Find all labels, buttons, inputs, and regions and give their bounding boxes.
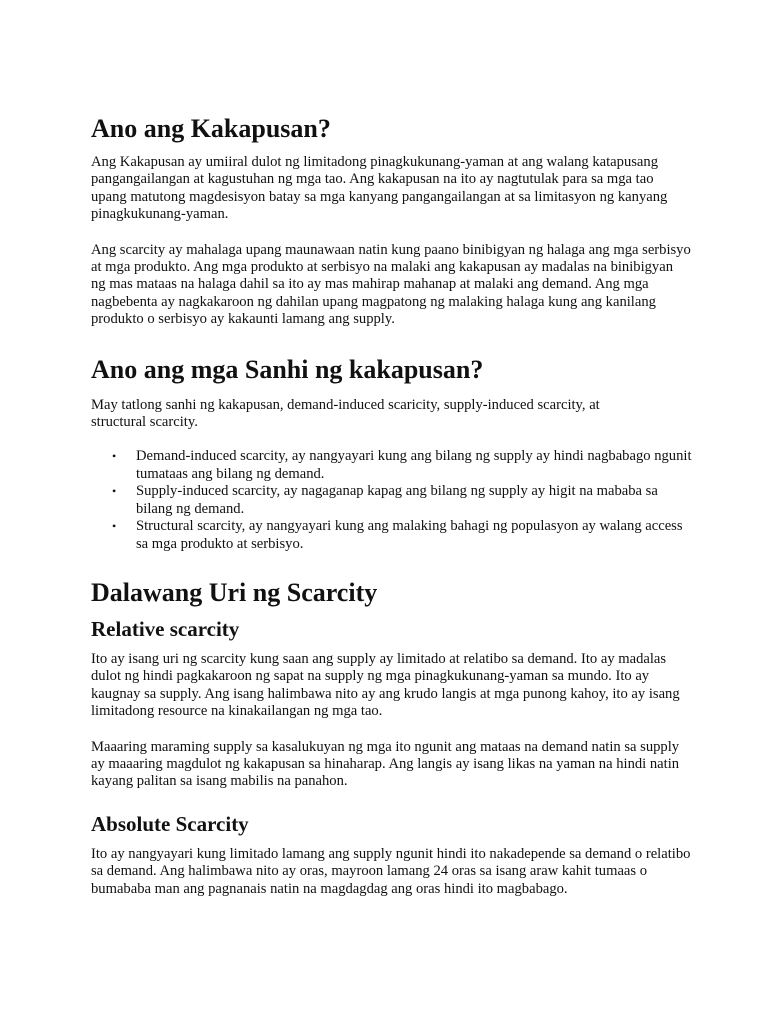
- subheading-absolute: Absolute Scarcity: [91, 811, 249, 836]
- paragraph-kakapusan-1: Ang Kakapusan ay umiiral dulot ng limitadong pinagkukunang-yaman at ang walang katapusang pangangailangan at kagustuhan ng mga tao. Ang kakapusan na ito ay nagtutulak para sa mga tao upang matutong magdesisyon batay sa mga kanyang pangangailangan at sa limitasyon ng kanyang pinagkukunang-yaman.: [91, 154, 668, 223]
- subheading-relative: Relative scarcity: [91, 616, 240, 641]
- list-item: [91, 518, 696, 553]
- bullet-icon: •: [112, 449, 117, 464]
- bullet-icon: •: [112, 484, 117, 499]
- heading-kakapusan: Ano ang Kakapusan?: [91, 114, 331, 143]
- list-item: [91, 483, 696, 518]
- paragraph-kakapusan-2: Ang scarcity ay mahalaga upang maunawaan natin kung paano binibigyan ng halaga ang mga serbisyo at mga produkto. Ang mga produkto at serbisyo na malaki ang kakapusan ay madalas na binibigyan ng mas mataas na halaga dahil sa ito ay mas mahirap mahanap at malaki ang demand. Ang mga nagbebenta ay nagkakaroon ng dahilan upang magpatong ng malaking halaga kung ang kanilang produkto o serbisyo ay kakaunti lamang ang supply.: [91, 241, 691, 328]
- paragraph-relative-1: Ito ay isang uri ng scarcity kung saan ang supply ay limitado at relatibo sa demand. Ito ay madalas dulot ng hindi pagkakaroon ng sapat na supply ng mga pinagkukunang-yaman sa mundo. Ito ay kaugnay sa supply. Ang isang halimbawa nito ay ang krudo langis at mga punong kahoy, ito ay isang limitadong resource na kinakailangan ng mga tao.: [91, 650, 680, 720]
- list-item-text: Structural scarcity, ay nangyayari kung ang malaking bahagi ng populasyon ay walang access sa mga produkto at serbisyo.: [136, 518, 683, 552]
- bullet-icon: •: [112, 519, 117, 534]
- paragraph-sanhi-intro: May tatlong sanhi ng kakapusan, demand-induced scaricity, supply-induced scarcity, at structural scarcity.: [91, 396, 600, 431]
- list-item: [91, 448, 696, 483]
- document-page: [91, 113, 691, 898]
- paragraph-relative-2: Maaaring maraming supply sa kasalukuyan ng mga ito ngunit ang mataas na demand natin sa supply ay maaaring magdulot ng kakapusan sa hinaharap. Ang langis ay isang likas na yaman na hindi natin kayang palitan sa isang mabilis na panahon.: [91, 738, 680, 790]
- heading-sanhi: Ano ang mga Sanhi ng kakapusan?: [91, 354, 484, 384]
- list-item-text: Demand-induced scarcity, ay nangyayari kung ang bilang ng supply ay hindi nagbabago ngunit tumataas ang bilang ng demand.: [136, 448, 692, 482]
- sanhi-list: [91, 448, 691, 552]
- paragraph-absolute-1: Ito ay nangyayari kung limitado lamang ang supply ngunit hindi ito nakadepende sa demand o relatibo sa demand. Ang halimbawa nito ay oras, mayroon lamang 24 oras sa isang araw kahit tumaas o bumababa man ang pagnanais natin na magdagdag ang oras hindi ito magbabago.: [91, 845, 691, 897]
- heading-uri: Dalawang Uri ng Scarcity: [91, 577, 378, 607]
- list-item-text: Supply-induced scarcity, ay nagaganap kapag ang bilang ng supply ay higit na mababa sa bilang ng demand.: [136, 483, 658, 517]
